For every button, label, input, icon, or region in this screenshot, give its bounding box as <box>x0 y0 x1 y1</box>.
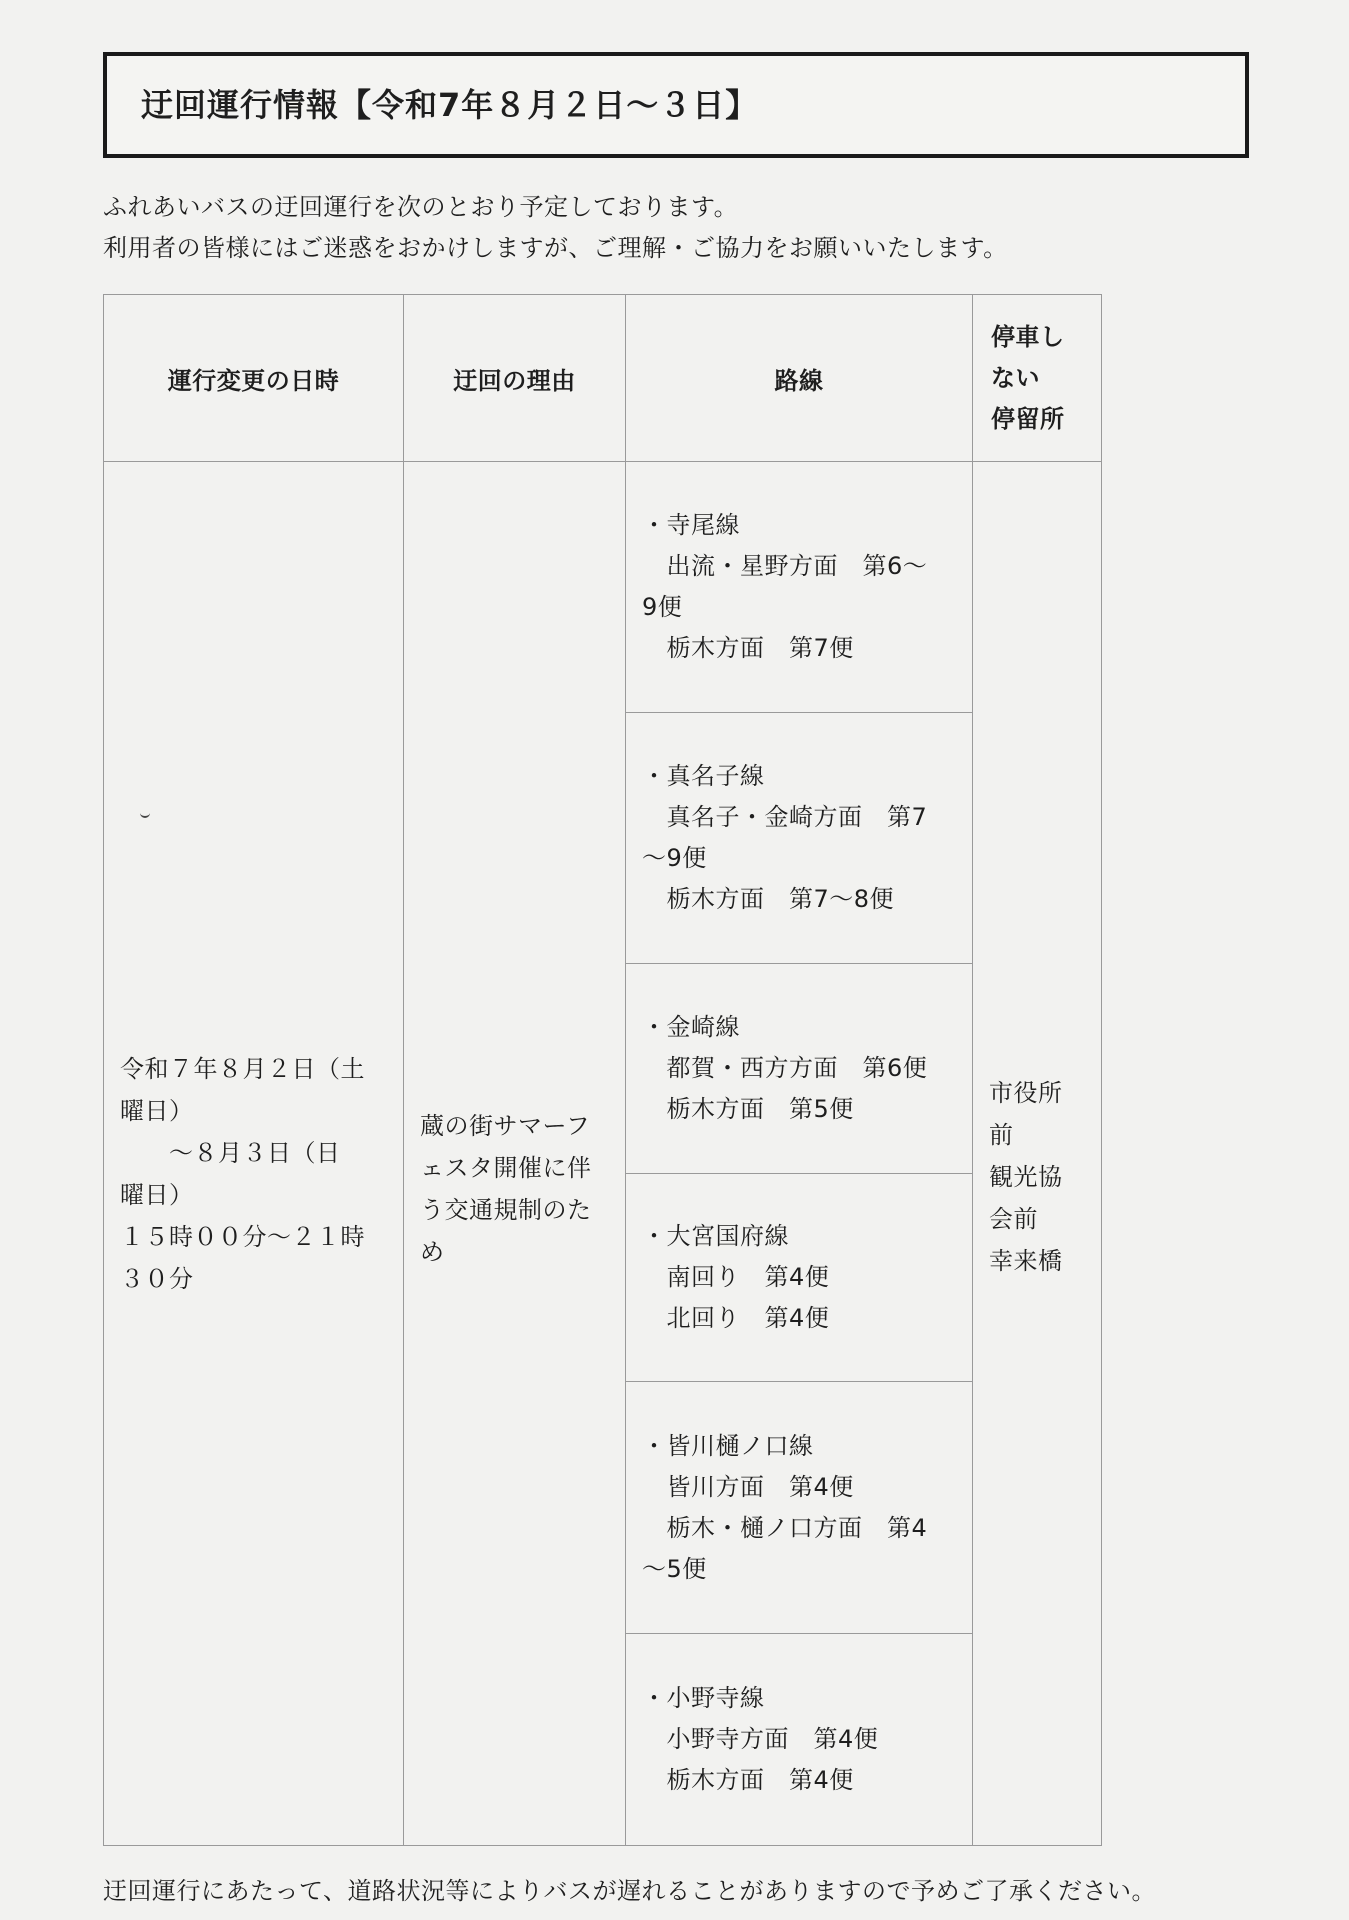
route-cell <box>626 1634 973 1846</box>
route-cell <box>626 713 973 964</box>
route-detail: 皆川方面 第4便 栃木・樋ノ口方面 第4 ～5便 <box>642 1472 928 1583</box>
route-cell <box>626 964 973 1174</box>
page-title: 迂回運行情報【令和7年８月２日～３日】 <box>141 86 759 124</box>
stops-text: 市役所 前 観光協 会前 幸来橋 <box>989 1078 1063 1275</box>
header-reason: 迂回の理由 <box>404 295 626 462</box>
footer-note: 迂回運行にあたって、道路状況等によりバスが遅れることがありますので予めご了承ください。 <box>103 1877 1157 1905</box>
table-row <box>104 462 1102 713</box>
route-name: ・金崎線 <box>642 1013 740 1041</box>
route-cell <box>626 1382 973 1634</box>
route-name: ・大宮国府線 <box>642 1222 789 1250</box>
intro-line-1: ふれあいバスの迂回運行を次のとおり予定しております。 <box>103 193 739 221</box>
reason-text: 蔵の街サマーフ ェスタ開催に伴 う交通規制のた め <box>420 1111 592 1266</box>
route-detail: 南回り 第4便 北回り 第4便 <box>666 1263 830 1332</box>
route-detail: 小野寺方面 第4便 栃木方面 第4便 <box>666 1725 879 1794</box>
route-cell <box>626 1174 973 1382</box>
header-datetime: 運行変更の日時 <box>104 295 404 462</box>
header-routes: 路線 <box>626 295 973 462</box>
route-name: ・真名子線 <box>642 762 765 790</box>
intro-line-2: 利用者の皆様にはご迷惑をおかけしますが、ご理解・ご協力をお願いいたします。 <box>103 234 1008 262</box>
route-cell <box>626 462 973 713</box>
reason-cell <box>404 462 626 1846</box>
route-detail: 出流・星野方面 第6～ 9便 栃木方面 第7便 <box>642 552 928 662</box>
route-detail: 真名子・金崎方面 第7 ～9便 栃木方面 第7～8便 <box>642 803 928 913</box>
datetime-cell <box>104 462 404 1846</box>
stops-cell <box>973 462 1102 1846</box>
route-name: ・寺尾線 <box>642 511 740 539</box>
header-row <box>104 295 1102 462</box>
datetime-text: 令和７年８月２日（土 曜日） ～８月３日（日 曜日） １５時００分～２１時 ３０分 <box>120 1054 365 1293</box>
title-box <box>103 52 1249 158</box>
detour-table <box>103 294 1102 1846</box>
route-name: ・皆川樋ノ口線 <box>642 1431 814 1460</box>
route-name: ・小野寺線 <box>642 1684 765 1712</box>
header-stops: 停車し ない 停留所 <box>973 295 1102 462</box>
intro-text <box>103 187 1263 269</box>
route-detail: 都賀・西方方面 第6便 栃木方面 第5便 <box>666 1054 928 1123</box>
